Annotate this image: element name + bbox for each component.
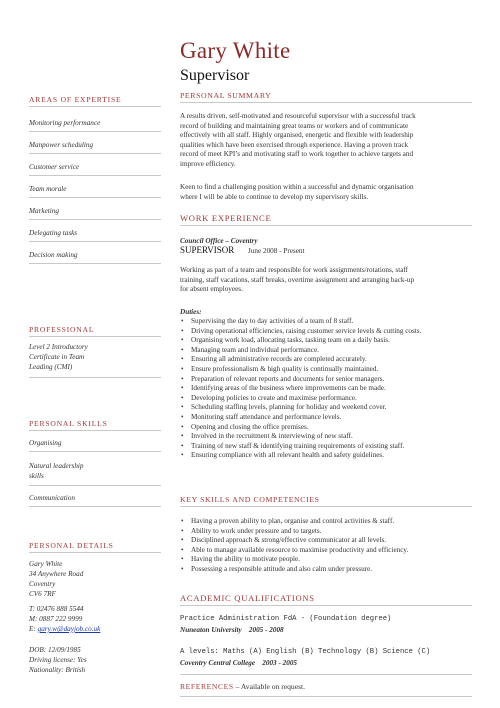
position-title: SUPERVISOR xyxy=(180,245,235,255)
personal-summary-heading: PERSONAL SUMMARY xyxy=(180,91,272,100)
list-item: • Ensuring compliance with all relevant health and safety guidelines. xyxy=(180,451,480,461)
email-link[interactable]: gary.w@dayjob.co.uk xyxy=(37,625,101,633)
qualification-1: Practice Administration FdA - (Foundation degree) xyxy=(180,615,392,623)
divider xyxy=(180,674,472,675)
list-item: • Supervising the day to day activities of a team of 8 staff. xyxy=(180,317,480,327)
duties-label: Duties: xyxy=(180,308,202,316)
divider xyxy=(29,506,161,507)
address-block: Gary White 34 Anywhere Road Coventry CV6 7RF xyxy=(29,560,84,598)
phone-m: M: 0887 222 9999 xyxy=(29,615,83,623)
professional-heading: PROFESSIONAL xyxy=(29,325,95,334)
divider xyxy=(180,225,472,226)
key-skills-list xyxy=(180,517,480,575)
divider xyxy=(29,377,161,378)
list-item: • Ensure professionalism & high quality is continually maintained. xyxy=(180,365,480,375)
list-item: • Driving operational efficiencies, raising customer service levels & cutting costs. xyxy=(180,327,480,337)
list-item: • Preparation of relevant reports and documents for senior managers. xyxy=(180,375,480,385)
expertise-item: Delegating tasks xyxy=(29,229,78,237)
list-item: • Involved in the recruitment & interviewing of new staff. xyxy=(180,432,480,442)
divider xyxy=(29,552,161,553)
candidate-title: Supervisor xyxy=(180,67,250,84)
list-item: • Able to manage available resource to maximise productivity and efficiency. xyxy=(180,546,480,556)
list-item: • Scheduling staffing levels, planning for holiday and weekend cover. xyxy=(180,403,480,413)
divider xyxy=(29,451,161,452)
expertise-item: Team morale xyxy=(29,185,67,193)
divider xyxy=(29,106,161,107)
divider xyxy=(180,102,472,103)
expertise-item: Decision making xyxy=(29,251,78,259)
list-item: • Training of new staff & identifying training requirements of existing staff. xyxy=(180,442,480,452)
phone-t: T: 02476 888 5544 xyxy=(29,605,84,613)
skill-item: Natural leadership skills xyxy=(29,462,84,480)
personal-details-heading: PERSONAL DETAILS xyxy=(29,541,114,550)
qualification-2-institution: Coventry Central College 2003 - 2005 xyxy=(180,659,298,667)
list-item: • Opening and closing the office premises. xyxy=(180,423,480,433)
employer: Council Office – Coventry xyxy=(180,237,258,245)
expertise-item: Customer service xyxy=(29,163,80,171)
references-heading: REFERENCES xyxy=(180,682,234,691)
job-description: Working as part of a team and responsible for work assignments/rotations, staff training, staff vacations, staff breaks, overtime assignment and arranging back-up for absent employees. xyxy=(180,266,415,294)
list-item: • Having a proven ability to plan, organise and control activities & staff. xyxy=(180,517,480,527)
expertise-item: Monitoring performance xyxy=(29,119,101,127)
divider xyxy=(29,336,161,337)
list-item: • Disciplined approach & strong/effective communicator at all levels. xyxy=(180,536,480,546)
candidate-name: Gary White xyxy=(180,38,291,63)
qualification-2: A levels: Maths (A) English (B) Technology (B) Science (C) xyxy=(180,648,431,656)
divider xyxy=(29,263,161,264)
key-skills-heading: KEY SKILLS AND COMPETENCIES xyxy=(180,495,320,504)
divider xyxy=(29,175,161,176)
areas-of-expertise-heading: AREAS OF EXPERTISE xyxy=(29,95,122,104)
list-item: • Monitoring staff attendance and performance levels. xyxy=(180,413,480,423)
contact-block: T: 02476 888 5544 M: 0887 222 9999 E: gary.w@dayjob.co.uk xyxy=(29,604,164,634)
list-item: • Having the ability to motivate people. xyxy=(180,555,480,565)
expertise-item: Manpower scheduling xyxy=(29,141,94,149)
divider xyxy=(29,485,161,486)
position-dates: June 2008 - Present xyxy=(248,247,305,255)
list-item: • Identifying areas of the business where improvements can be made. xyxy=(180,384,480,394)
divider xyxy=(29,219,161,220)
qualification-1-institution: Nuneaton University 2005 - 2008 xyxy=(180,626,284,634)
professional-certificate: Level 2 Introductory Certificate in Team Leading (CMI) xyxy=(29,343,88,371)
list-item: • Developing policies to create and maximise performance. xyxy=(180,394,480,404)
skill-item: Organising xyxy=(29,439,62,447)
divider xyxy=(180,605,472,606)
work-experience-heading: WORK EXPERIENCE xyxy=(180,213,272,223)
expertise-item: Marketing xyxy=(29,207,59,215)
divider xyxy=(180,506,472,507)
list-item: • Ensuring all administrative records are completed accurately. xyxy=(180,355,480,365)
references-line: REFERENCES – Available on request. xyxy=(180,682,306,691)
divider xyxy=(29,430,161,431)
personal-info-block: DOB: 12/09/1985 Driving license: Yes Nationality: British xyxy=(29,646,87,674)
divider xyxy=(29,131,161,132)
divider xyxy=(180,696,472,697)
list-item: • Ability to work under pressure and to targets. xyxy=(180,527,480,537)
skill-item: Communication xyxy=(29,494,75,502)
list-item: • Organising work load, allocating tasks, tasking team on a daily basis. xyxy=(180,336,480,346)
academic-heading: ACADEMIC QUALIFICATIONS xyxy=(180,593,315,603)
summary-paragraph: A results driven, self-motivated and resourceful supervisor with a successful track record of building and maintaining great teams or workers and of communicate effectively with all staff. Highly organised, energetic and flexible with leadership qualities which have been exercised through experience. Having a proven track record of meet KPI’s and motivating staff to work together to achieve targets and improve efficiency. xyxy=(180,112,416,168)
personal-skills-heading: PERSONAL SKILLS xyxy=(29,419,108,428)
divider xyxy=(29,241,161,242)
divider xyxy=(29,197,161,198)
duties-list xyxy=(180,317,480,461)
divider xyxy=(29,153,161,154)
list-item: • Managing team and individual performance. xyxy=(180,346,480,356)
list-item: • Possessing a responsible attitude and also calm under pressure. xyxy=(180,565,480,575)
summary-paragraph: Keen to find a challenging position within a successful and dynamic organisation where I will be able to continue to develop my supervisory skills. xyxy=(180,183,414,201)
